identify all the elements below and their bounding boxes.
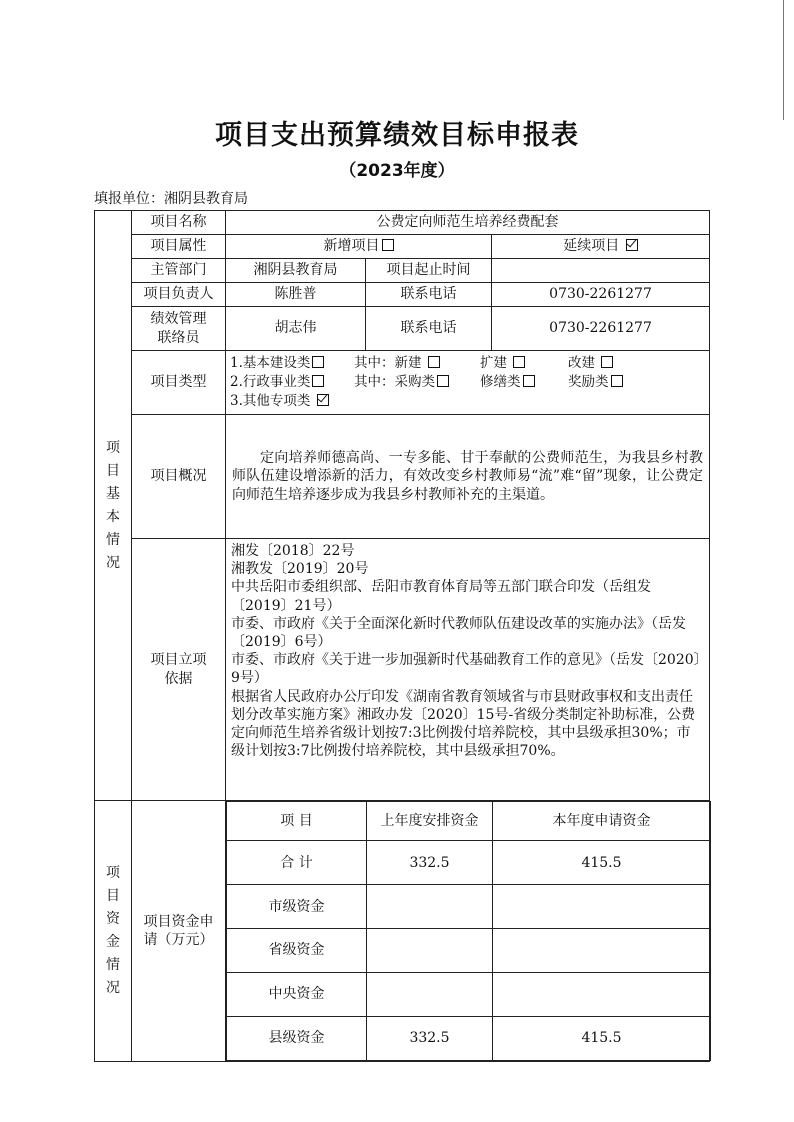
row-project-name [95,211,710,235]
type-construction-label: 1.基本建设类 [230,355,311,371]
fund-row-name: 县级资金 [227,1017,367,1061]
scan-edge-line [783,0,784,120]
leader-phone-label: 联系电话 [366,283,492,307]
basis-line: 湘教发〔2019〕20号 [231,561,369,578]
project-attr-continue-cell [492,235,710,259]
page-title: 项目支出预算绩效目标申报表 [215,120,579,151]
type-row-2 [230,373,705,392]
period-value [492,259,710,283]
continue-project-checkbox[interactable] [626,239,638,251]
row-project-attr [95,235,710,259]
fund-header-row [227,802,711,841]
period-label: 项目起止时间 [366,259,492,283]
fund-row-county [227,1017,711,1061]
continue-project-label: 延续项目 [563,238,620,255]
page-year: （2023年度） [339,161,455,181]
fund-header-last-year: 上年度安排资金 [367,802,493,841]
row-funds [95,801,710,1062]
fund-section-cell [95,801,132,1062]
basis-line: 湘发〔2018〕22号 [231,543,355,559]
row-project-type [95,351,710,415]
project-type-options [226,351,710,415]
dept-label: 主管部门 [132,259,226,283]
type-admin-label: 2.行政事业类 [230,374,311,390]
fund-row-name: 市级资金 [227,885,367,929]
fund-row-current [493,885,711,929]
type-special-label: 3.其他专项类 [230,393,311,409]
type-new-build-checkbox[interactable] [428,356,440,368]
fund-apply-label: 项目资金申请（万元） [132,801,226,1062]
basis-label: 项目立项依据 [132,539,226,801]
type-rebuild-label: 改建 [568,355,595,371]
type-repair-label: 修缮类 [480,374,521,390]
row-leader [95,283,710,307]
project-attr-label: 项目属性 [132,235,226,259]
type-construction-checkbox[interactable] [312,356,324,368]
fund-row-total [227,841,711,885]
fund-row-name: 合 计 [227,841,367,885]
fund-row-current: 415.5 [493,841,711,885]
fund-row-last: 332.5 [367,841,493,885]
type-purchase-checkbox[interactable] [437,375,449,387]
contact-phone: 0730-2261277 [492,307,710,351]
type-admin-checkbox[interactable] [312,375,324,387]
fund-table-cell [226,801,710,1062]
fund-header-current-year: 本年度申请资金 [493,802,711,841]
reporting-unit: 填报单位：湘阴县教育局 [94,191,248,207]
new-project-label: 新增项目 [323,238,380,255]
leader-name: 陈胜普 [226,283,366,307]
fund-row-last [367,929,493,973]
row-basis [95,539,710,801]
contact-name: 胡志伟 [226,307,366,351]
overview-text: 定向培养师德高尚、一专多能、甘于奉献的公费师范生，为我县乡村教师队伍建设增添新的活力，有效改变乡村教师易“流”难“留”现象，让公费定向师范生培养逐步成为我县乡村教师补充的主渠道。 [226,415,710,539]
project-type-label: 项目类型 [132,351,226,415]
type-purchase-label: 其中：采购类 [354,374,435,390]
row-dept [95,259,710,283]
fund-row-province [227,929,711,973]
type-row-3 [230,392,705,411]
fund-row-name: 中央资金 [227,973,367,1017]
fund-row-name: 省级资金 [227,929,367,973]
basis-line: 中共岳阳市委组织部、岳阳市教育体育局等五部门联合印发（岳组发〔2019〕21号） [231,579,651,614]
type-special-checkbox[interactable] [317,394,329,406]
fund-row-current [493,929,711,973]
basic-section-label: 项目基本情况 [106,439,120,571]
fund-row-central [227,973,711,1017]
fund-table [226,801,711,1061]
overview-label: 项目概况 [132,415,226,539]
fund-row-last [367,885,493,929]
type-rebuild-checkbox[interactable] [601,356,613,368]
fund-row-last: 332.5 [367,1017,493,1061]
type-expand-checkbox[interactable] [513,356,525,368]
row-overview [95,415,710,539]
type-reward-label: 奖励类 [568,374,609,390]
fund-row-last [367,973,493,1017]
basis-line: 市委、市政府《关于全面深化新时代教师队伍建设改革的实施办法》（岳发〔2019〕6号） [231,615,686,650]
fund-header-item: 项 目 [227,802,367,841]
type-expand-label: 扩建 [480,355,507,371]
type-repair-checkbox[interactable] [523,375,535,387]
fund-row-current: 415.5 [493,1017,711,1061]
leader-label: 项目负责人 [132,283,226,307]
type-new-build-label: 其中：新建 [354,355,422,371]
leader-phone: 0730-2261277 [492,283,710,307]
fund-row-city [227,885,711,929]
basis-text [226,539,710,801]
dept-value: 湘阴县教育局 [226,259,366,283]
row-contact [95,307,710,351]
project-attr-new-cell [226,235,492,259]
type-row-1 [230,354,705,373]
basic-section-cell [95,211,132,801]
new-project-checkbox[interactable] [382,239,394,251]
type-reward-checkbox[interactable] [611,375,623,387]
budget-form-table [94,210,710,1062]
basis-line: 市委、市政府《关于进一步加强新时代基础教育工作的意见》（岳发〔2020〕9号） [231,652,701,687]
basis-line: 根据省人民政府办公厅印发《湖南省教育领域省与市县财政事权和支出责任划分改革实施方案》湘政办发〔2020〕15号-省级分类制定补助标准，公费定向师范生培养省级计划按7:3比例拨付培养院校，其中县级承担30%；市级计划按3:7比例拨付培养院校，其中县级承担70%。 [231,688,696,760]
project-name-label: 项目名称 [132,211,226,235]
contact-label: 绩效管理联络员 [132,307,226,351]
contact-phone-label: 联系电话 [366,307,492,351]
fund-section-label: 项目资金情况 [106,865,120,996]
project-name-value: 公费定向师范生培养经费配套 [226,211,710,235]
fund-row-current [493,973,711,1017]
